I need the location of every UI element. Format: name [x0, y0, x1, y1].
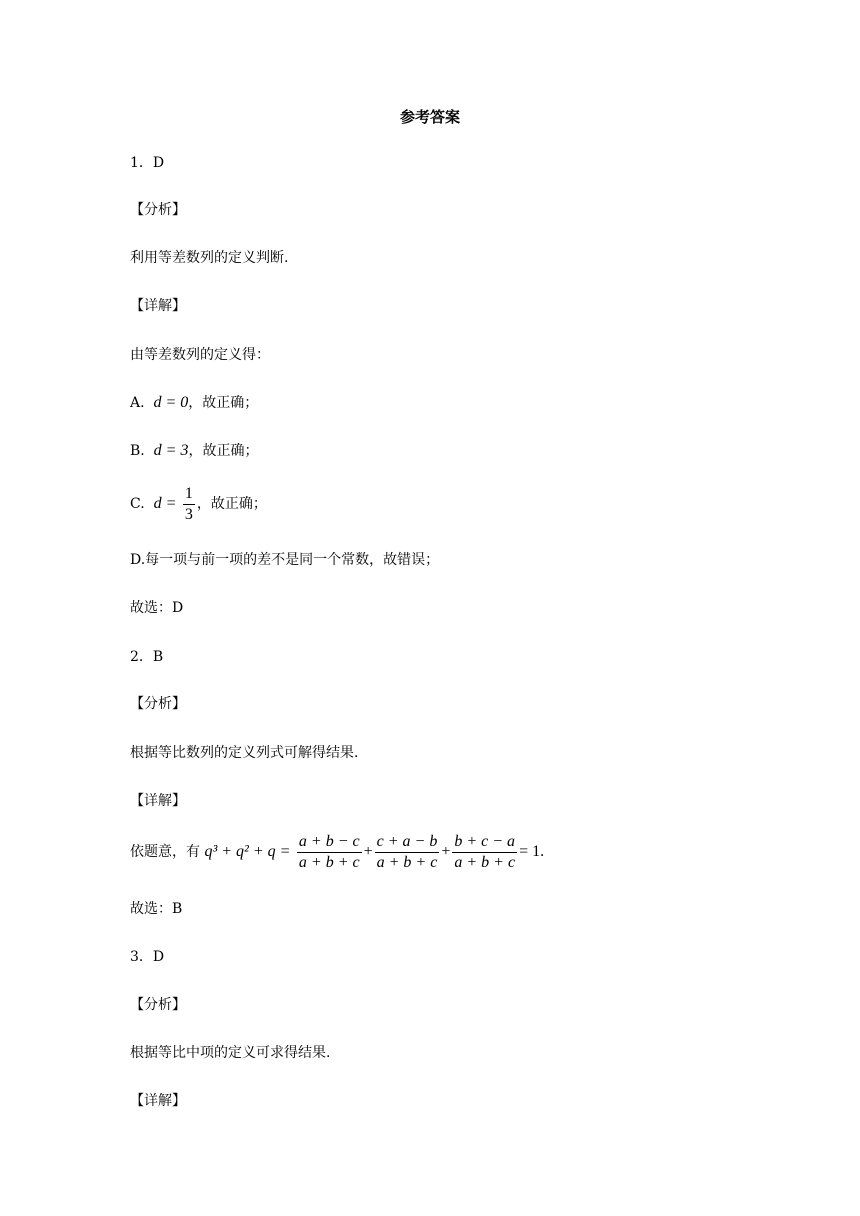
- option-b-prefix: B.: [130, 443, 145, 459]
- q3-analysis-label: 【分析】: [130, 997, 186, 1013]
- q2-fraction-1: [297, 832, 362, 873]
- q1-intro: 由等差数列的定义得：: [130, 347, 270, 363]
- q2-fraction-2: [375, 832, 440, 873]
- q2-detail-prefix: 依题意，有: [130, 844, 200, 860]
- q1-option-a: [130, 393, 258, 413]
- option-c-prefix: C.: [130, 496, 145, 512]
- fraction-1-numerator: a + b − c: [297, 832, 362, 853]
- q1-option-b: [130, 441, 258, 461]
- q1-choice: 故选：D: [130, 600, 184, 616]
- q2-detail-label: 【详解】: [130, 793, 186, 809]
- q1-detail-label: 【详解】: [130, 298, 186, 314]
- q2-analysis-label: 【分析】: [130, 696, 186, 712]
- fraction-2-numerator: c + a − b: [375, 832, 440, 853]
- fraction-2-denominator: a + b + c: [376, 853, 438, 871]
- q1-option-d: D.每一项与前一项的差不是同一个常数，故错误；: [130, 552, 440, 568]
- option-c-fraction: [183, 484, 195, 525]
- q3-header: 3．D: [130, 949, 165, 965]
- q2-choice: 故选：B: [130, 901, 183, 917]
- q2-fraction-3: [452, 832, 517, 873]
- fraction-3-denominator: a + b + c: [454, 853, 516, 871]
- q1-analysis-text: 利用等差数列的定义判断.: [130, 250, 289, 266]
- q2-analysis-text: 根据等比数列的定义列式可解得结果.: [130, 745, 359, 761]
- fraction-3-numerator: b + c − a: [452, 832, 517, 853]
- q2-equation: 依题意，有 q³ + q² + q = $\frac{a + b - c}{a + b + c}$ + $\frac{c + a - b}{a + b + c}$ + $\frac{b + c - a}{a + b + c}$ = 1.: [130, 832, 545, 871]
- fraction-denominator: 3: [184, 505, 193, 523]
- page-title: 参考答案: [399, 108, 460, 126]
- q1-header: 1．D: [130, 155, 165, 171]
- option-c-suffix: ，故正确；: [196, 496, 267, 512]
- fraction-1-denominator: a + b + c: [298, 853, 360, 871]
- q2-lhs: q³ + q² + q =: [204, 843, 291, 860]
- q2-header: 2．B: [130, 649, 164, 665]
- q2-rhs: = 1.: [519, 843, 545, 860]
- option-a-math: d = 0: [153, 394, 189, 411]
- option-b-suffix: ，故正确；: [188, 443, 259, 459]
- option-a-prefix: A.: [130, 395, 145, 411]
- fraction-numerator: 1: [183, 484, 195, 505]
- q1-analysis-label: 【分析】: [130, 202, 186, 218]
- option-c-var: d =: [153, 495, 177, 512]
- q1-option-c: [130, 481, 267, 527]
- option-b-math: d = 3: [153, 442, 189, 459]
- q3-detail-label: 【详解】: [130, 1093, 186, 1109]
- option-a-suffix: ，故正确；: [188, 395, 259, 411]
- q3-analysis-text: 根据等比中项的定义可求得结果.: [130, 1045, 331, 1061]
